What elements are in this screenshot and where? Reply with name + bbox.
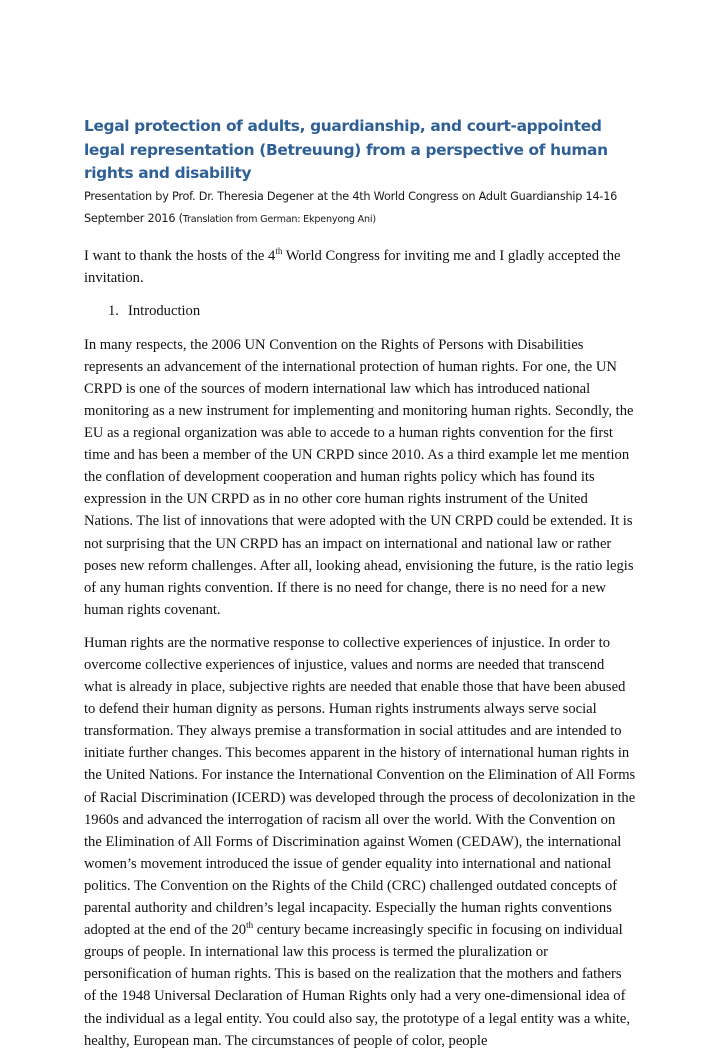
document-body — [84, 115, 636, 1052]
byline-text: Presentation by Prof. Dr. Theresia Degener at the 4th World Congress on Adult Guardianship 14-16 September 2016 ( — [84, 189, 618, 225]
section-heading-introduction — [84, 300, 636, 322]
document-title: Legal protection of adults, guardianship, and court-appointed legal representation (Betreuung) from a perspective of human rights and disability — [84, 117, 608, 182]
section-number: 1. — [108, 302, 119, 319]
section-heading-text: Introduction — [128, 302, 201, 319]
ordinal-suffix: th — [275, 245, 283, 256]
thanks-text-end: World Congress for inviting me and I gladly accepted the invitation. — [84, 247, 621, 286]
paragraph-human-rights-response — [84, 632, 636, 1052]
thanks-paragraph — [84, 245, 636, 289]
paragraph-text-start: Human rights are the normative response to collective experiences of injustice. In order to overcome collective experiences of injustice, values and norms are needed that transcend what is already in place, subjective rights are needed that enable those that have been abused to defend their human dignity as persons. Human rights instruments always serve social transformation. They always premise a transformation in social attitudes and are intended to initiate further changes. This becomes apparent in the history of international human rights in the United Nations. For instance the International Convention on the Elimination of All Forms of Racial Discrimination (ICERD) was developed through the process of decolonization in the 1960s and advanced the interrogation of racism all over the world. With the Convention on the Elimination of All Forms of Discrimination against Women (CEDAW), the international women’s movement introduced the issue of gender equality into international and national politics. The Convention on the Rights of the Child (CRC) challenged outdated concepts of parental authority and children’s legal incapacity. Especially the human rights conventions adopted at the end of the 20 — [84, 634, 636, 939]
thanks-text-start: I want to thank the hosts of the 4 — [84, 247, 276, 264]
translation-credit: Translation from German: Ekpenyong Ani — [182, 213, 373, 225]
paragraph-text-end: century became increasingly specific in focusing on individual groups of people. In international law this process is termed the pluralization or personification of human rights. This is based on the realization that the mothers and fathers of the 1948 Universal Declaration of Human Rights only had a very one-dimensional idea of the individual as a legal entity. You could also say, the prototype of a legal entity was a white, healthy, European man. The circumstances of people of color, people — [84, 922, 631, 1049]
paragraph-crpd-advancement: In many respects, the 2006 UN Convention on the Rights of Persons with Disabilities represents an advancement of the international protection of human rights. For one, the UN CRPD is one of the sources of modern international law which has introduced national monitoring as a new instrument for implementing and monitoring human rights. Secondly, the EU as a regional organization was able to accede to a human rights convention for the first time and has been a member of the UN CRPD since 2010. As a third example let me mention the conflation of development cooperation and human rights policy which has found its expression in the UN CRPD as in no other core human rights instrument of the United Nations. The list of innovations that were adopted with the UN CRPD could be extended. It is not surprising that the UN CRPD has an impact on international and national law or rather poses new reform challenges. After all, looking ahead, envisioning the future, is the ratio legis of any human rights convention. If there is no need for change, there is no need for a new human rights covenant. — [84, 336, 634, 618]
byline-close: ) — [372, 213, 376, 225]
century-ordinal-suffix: th — [246, 920, 254, 931]
presentation-byline — [84, 186, 636, 231]
